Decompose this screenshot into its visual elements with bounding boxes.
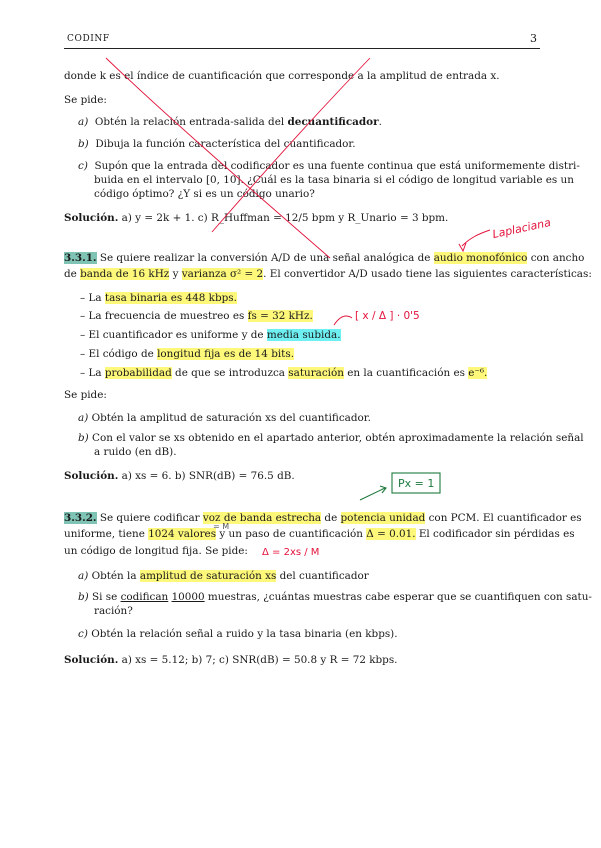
top-solution: Solución. a) y = 2k + 1. c) R_Huffman = 12/5 bpm y R_Unario = 3 bpm. — [64, 212, 449, 224]
top-item-c: c) Supón que la entrada del codificador es una fuente continua que está uniformemente distri- — [78, 160, 580, 172]
top-item-a: a) Obtén la relación entrada-salida del decuantificador. — [78, 116, 382, 128]
ex331-line2: de banda de 16 kHz y varianza σ² = 2. El convertidor A/D usado tiene las siguientes características: — [64, 268, 592, 280]
note-bracket-formula: [ x / Δ ] · 0'5 — [355, 310, 420, 322]
intro-line: donde k es el índice de cuantificación que corresponde a la amplitud de entrada x. — [64, 70, 500, 82]
ex331-item-b: b) Con el valor se xs obtenido en el apartado anterior, obtén aproximadamente la relación señal — [78, 432, 584, 444]
page-number: 3 — [530, 32, 537, 45]
ex331-solution: Solución. a) xs = 6. b) SNR(dB) = 76.5 dB. — [64, 470, 295, 482]
note-px: Px = 1 — [398, 477, 435, 490]
ex331-item-a: a) Obtén la amplitud de saturación xs del cuantificador. — [78, 412, 371, 424]
se-pide-top: Se pide: — [64, 94, 107, 106]
ex331-bullet-4: – El código de longitud fija es de 14 bits. — [80, 348, 294, 360]
ex332-line1: 3.3.2. Se quiere codificar voz de banda estrecha de potencia unidad con PCM. El cuantificador es — [64, 512, 582, 524]
item-label: c) — [78, 160, 88, 172]
top-item-b: b) Dibuja la función característica del cuantificador. — [78, 138, 356, 150]
ex332-line2: uniforme, tiene 1024 valores y un paso de cuantificación Δ = 0.01. El codificador sin pérdidas es — [64, 528, 575, 540]
ex332-item-b: b) Si se codifican 10000 muestras, ¿cuántas muestras cabe esperar que se cuantifiquen con satu- — [78, 591, 592, 603]
ex331-line1: 3.3.1. Se quiere realizar la conversión A/D de una señal analógica de audio monofónico con ancho — [64, 252, 585, 264]
crossout-line-2 — [212, 58, 370, 232]
crossout-line-1 — [106, 58, 330, 258]
note-m: = M — [213, 522, 230, 531]
top-item-c-l2: buida en el intervalo [0, 10]. ¿Cuál es la tasa binaria si el código de longitud variable es un — [94, 174, 574, 186]
arrow-bracket — [334, 316, 352, 325]
arrowhead-laplaciana — [459, 243, 466, 251]
ex332-item-c: c) Obtén la relación señal a ruido y la tasa binaria (en kbps). — [78, 628, 398, 640]
exercise-number: 3.3.1. — [64, 252, 97, 264]
top-item-c-l3: código óptimo? ¿Y si es un código unario? — [94, 188, 315, 200]
ex332-line3: un código de longitud fija. Se pide: — [64, 545, 248, 557]
note-delta-formula: Δ = 2xs / M — [262, 547, 320, 558]
running-header: CODINF — [67, 34, 110, 44]
exercise-number: 3.3.2. — [64, 512, 97, 524]
ex331-bullet-3: – El cuantificador es uniforme y de media subida. — [80, 329, 341, 341]
ex332-solution: Solución. a) xs = 5.12; b) 7; c) SNR(dB) = 50.8 y R = 72 kbps. — [64, 654, 398, 666]
note-laplaciana: Laplaciana — [491, 215, 552, 242]
ex331-bullet-1: – La tasa binaria es 448 kbps. — [80, 292, 237, 304]
ex332-item-a: a) Obtén la amplitud de saturación xs del cuantificador — [78, 570, 369, 582]
ex331-item-b-l2: a ruido (en dB). — [94, 446, 177, 458]
ex331-bullet-2: – La frecuencia de muestreo es fs = 32 kHz. — [80, 310, 313, 322]
ex331-bullet-5: – La probabilidad de que se introduzca saturación en la cuantificación es e⁻⁶. — [80, 367, 488, 379]
arrow-px — [360, 488, 385, 500]
ex331-se-pide: Se pide: — [64, 389, 107, 401]
item-label: a) — [78, 116, 89, 128]
ex332-item-b-l2: ración? — [94, 605, 133, 617]
item-label: b) — [78, 138, 89, 150]
